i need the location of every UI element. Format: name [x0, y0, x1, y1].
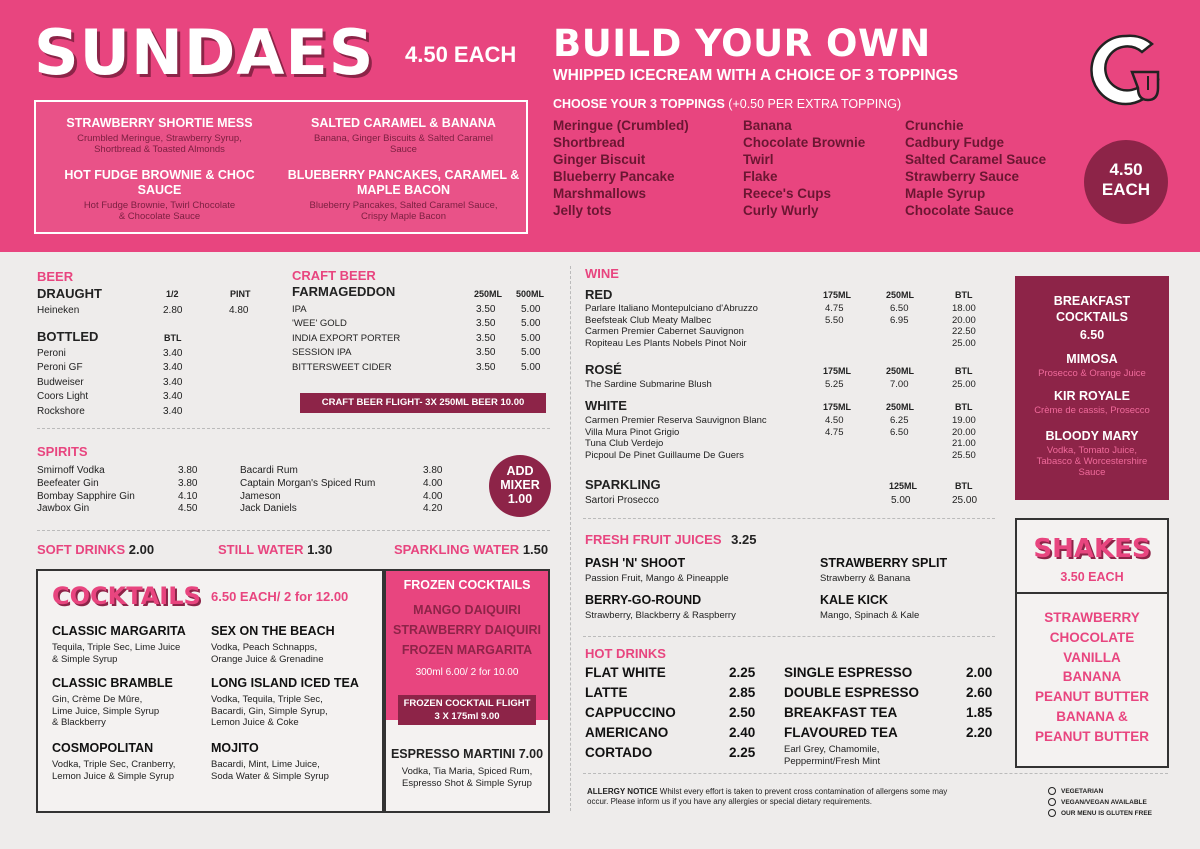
- breakfast-item-name: MIMOSA: [1066, 352, 1118, 366]
- mixer-line-2: MIXER: [500, 478, 540, 492]
- spirit-price: 4.00: [423, 490, 443, 502]
- allergy-label: ALLERGY NOTICE: [587, 787, 658, 796]
- add-mixer-badge: [489, 455, 551, 517]
- craft-name: SESSION IPA: [292, 347, 352, 359]
- sparkling-btl-price: 25.00: [952, 495, 978, 506]
- breakfast-title-1: BREAKFAST: [1053, 294, 1131, 308]
- cocktail-name: COSMOPOLITAN: [52, 741, 154, 755]
- craft-500-heading: 500ML: [516, 289, 545, 299]
- topping-item: Curly Wurly: [743, 203, 819, 218]
- rose-btl: BTL: [955, 366, 973, 376]
- topping-item: Maple Syrup: [905, 186, 986, 201]
- gluten-free-label: OUR MENU IS GLUTEN FREE: [1061, 810, 1153, 817]
- draught-heading: DRAUGHT: [37, 286, 102, 301]
- wine-btl-price: 25.50: [952, 449, 976, 461]
- white-175: 175ML: [823, 402, 852, 412]
- topping-item: Shortbread: [553, 135, 626, 150]
- vegetarian-label: VEGETARIAN: [1061, 788, 1104, 795]
- bottled-name: Rockshore: [37, 405, 85, 417]
- mixer-price: 1.00: [507, 492, 533, 506]
- flavoured-tea-desc: [784, 744, 880, 767]
- wine-name: The Sardine Submarine Blush: [585, 379, 712, 390]
- cocktail-desc: Soda Water & Simple Syrup: [211, 770, 329, 782]
- bottled-price: 3.40: [163, 391, 183, 403]
- spirit-name: Bacardi Rum: [240, 465, 298, 476]
- cocktail-name: SEX ON THE BEACH: [211, 624, 335, 638]
- spirit-price: 3.80: [178, 465, 198, 476]
- wine-name: Tuna Club Verdejo: [585, 438, 664, 449]
- frozen-item: FROZEN MARGARITA: [401, 643, 533, 657]
- byo-badge-each: EACH: [1101, 180, 1151, 199]
- sundae-item: [42, 168, 277, 222]
- spirits-title: SPIRITS: [37, 444, 88, 459]
- juice-desc: Strawberry & Banana: [820, 573, 911, 584]
- juices-heading: [585, 532, 756, 547]
- craft-name: 'WEE' GOLD: [292, 318, 347, 330]
- byo-extra: (+0.50 PER EXTRA TOPPING): [728, 97, 902, 111]
- topping-item: Salted Caramel Sauce: [905, 152, 1047, 167]
- craft-500-price: 5.00: [521, 347, 541, 359]
- spirit-name: Bombay Sapphire Gin: [37, 490, 135, 502]
- breakfast-item-desc: Vodka, Tomato Juice,: [1046, 445, 1138, 456]
- cocktail-desc: Vodka, Triple Sec, Cranberry,: [52, 759, 176, 770]
- dietary-key-item: [1048, 786, 1152, 797]
- topping-item: Chocolate Brownie: [743, 135, 866, 150]
- sundae-item: [286, 168, 521, 222]
- hot-drink-name: CORTADO: [585, 745, 653, 760]
- wine-btl-price: 20.00: [952, 426, 976, 438]
- spirit-price: 4.20: [423, 503, 443, 515]
- sundae-name: STRAWBERRY SHORTIE MESS: [66, 116, 253, 130]
- topping-item: Ginger Biscuit: [553, 152, 646, 167]
- topping-item: Crunchie: [905, 118, 964, 133]
- still-water: [218, 542, 332, 557]
- btl-heading: BTL: [164, 333, 182, 343]
- hot-drink-name: SINGLE ESPRESSO: [784, 665, 913, 680]
- soft-drinks-price: 2.00: [128, 542, 155, 557]
- cocktail-desc: Lime Juice, Simple Syrup: [52, 705, 160, 717]
- allergy-text-2: occur. Please inform us if you have any allergies or special dietary requirements.: [587, 797, 873, 806]
- bottled-name: Budweiser: [37, 376, 84, 388]
- topping-item: Reece's Cups: [743, 186, 832, 201]
- topping-item: Strawberry Sauce: [905, 169, 1020, 184]
- topping-item: Cadbury Fudge: [905, 135, 1005, 150]
- topping-item: Banana: [743, 118, 792, 133]
- sparkling-water: [394, 542, 548, 557]
- bottled-heading: BOTTLED: [37, 329, 99, 344]
- sundaes-title: SUNDAES: [34, 16, 375, 89]
- wine-btl-price: 25.00: [952, 337, 976, 349]
- shakes-box: [1015, 518, 1169, 768]
- shake-item: PEANUT BUTTER: [1035, 728, 1149, 744]
- white-250: 250ML: [886, 402, 915, 412]
- wine-250-price: 7.00: [890, 379, 909, 390]
- wine-250-price: 6.25: [890, 415, 909, 426]
- wine-name: Parlare Italiano Montepulciano d'Abruzzo: [585, 303, 758, 314]
- hot-drink-price: 2.00: [966, 665, 993, 680]
- wine-175-price: 4.75: [825, 303, 844, 314]
- spirit-price: 3.80: [423, 465, 443, 476]
- frozen-flight-1: FROZEN COCKTAIL FLIGHT: [403, 698, 531, 709]
- divider: [583, 773, 1168, 774]
- spirit-name: Jack Daniels: [240, 503, 297, 515]
- toppings-col-2: [743, 117, 865, 219]
- juice-name: KALE KICK: [820, 593, 889, 607]
- byo-badge-price: 4.50: [1109, 160, 1143, 179]
- topping-item: Jelly tots: [553, 203, 612, 218]
- sundae-desc: Blueberry Pancakes, Salted Caramel Sauce, Crispy Maple Bacon: [309, 200, 498, 222]
- spirit-name: Beefeater Gin: [37, 477, 99, 489]
- bottled-name: Peroni GF: [37, 362, 83, 374]
- hot-drink-name: DOUBLE ESPRESSO: [784, 685, 920, 700]
- juice-name: BERRY-GO-ROUND: [585, 593, 702, 607]
- hot-drink-name: AMERICANO: [585, 725, 669, 740]
- bottled-name: Coors Light: [37, 391, 89, 403]
- draught-name: Heineken: [37, 305, 80, 316]
- shake-item: CHOCOLATE: [1049, 629, 1135, 645]
- cocktail-desc: Vodka, Tequila, Triple Sec,: [211, 694, 323, 705]
- tea-desc-line: Earl Grey, Chamomile,: [784, 744, 880, 755]
- frozen-item: STRAWBERRY DAIQUIRI: [393, 623, 541, 637]
- cocktail-desc: Lemon Juice & Simple Syrup: [52, 770, 174, 782]
- hot-drink-price: 2.50: [729, 705, 756, 720]
- breakfast-item-desc: Prosecco & Orange Juice: [1038, 368, 1146, 379]
- allergy-text-1: Whilst every effort is taken to prevent cross contamination of allergens some may: [659, 787, 948, 796]
- wine-175-price: 5.25: [825, 379, 844, 390]
- cocktail-desc: Bacardi, Gin, Simple Syrup,: [211, 705, 328, 717]
- shake-item: PEANUT BUTTER: [1035, 689, 1149, 705]
- pint-heading: PINT: [230, 289, 251, 299]
- wine-btl-price: 20.00: [952, 314, 976, 326]
- cocktail-name: MOJITO: [211, 741, 259, 755]
- hot-drink-name: BREAKFAST TEA: [784, 705, 898, 720]
- brand-logo-icon: [1086, 30, 1166, 110]
- beer-title: BEER: [37, 269, 74, 284]
- craft-flight-banner: CRAFT BEER FLIGHT- 3X 250ML BEER 10.00: [300, 393, 546, 413]
- spirit-name: Smirnoff Vodka: [37, 465, 105, 476]
- half-heading: 1/2: [166, 289, 179, 299]
- gluten-free-icon: [1048, 809, 1056, 817]
- sundae-item: [42, 116, 277, 155]
- topping-item: Chocolate Sauce: [905, 203, 1014, 218]
- red-heading: RED: [585, 287, 613, 302]
- breakfast-price: 6.50: [1079, 328, 1105, 342]
- byo-price-badge: [1084, 140, 1168, 224]
- bottled-price: 3.40: [163, 362, 183, 374]
- spirit-name: Jawbox Gin: [37, 503, 90, 515]
- espresso-martini-name: ESPRESSO MARTINI 7.00: [390, 747, 544, 761]
- divider: [583, 636, 995, 637]
- sparkling-125-price: 5.00: [891, 495, 911, 506]
- sundae-name: SALTED CARAMEL & BANANA: [311, 116, 496, 130]
- craft-500-price: 5.00: [521, 304, 541, 315]
- byo-title: BUILD YOUR OWN: [553, 22, 931, 65]
- byo-subtitle: WHIPPED ICECREAM WITH A CHOICE OF 3 TOPPINGS: [553, 67, 959, 84]
- column-divider: [570, 266, 571, 811]
- topping-item: Blueberry Pancake: [553, 169, 675, 184]
- mixer-line-1: ADD: [506, 464, 534, 478]
- draught-pint: 4.80: [229, 305, 249, 316]
- breakfast-cocktails-panel: [1015, 276, 1169, 500]
- cocktails-price: 6.50 EACH/ 2 for 12.00: [211, 589, 349, 604]
- wine-name: Ropiteau Les Plants Nobels Pinot Noir: [585, 337, 747, 349]
- juice-desc: Mango, Spinach & Kale: [820, 610, 920, 621]
- craft-500-price: 5.00: [521, 318, 541, 330]
- topping-item: Marshmallows: [553, 186, 647, 201]
- byo-choose-label: CHOOSE YOUR 3 TOPPINGS: [553, 97, 725, 111]
- sundaes-box: [34, 100, 528, 234]
- wine-btl-price: 22.50: [952, 326, 976, 337]
- craft-250-price: 3.50: [476, 332, 496, 344]
- craft-name: INDIA EXPORT PORTER: [292, 332, 401, 344]
- red-250: 250ML: [886, 290, 915, 300]
- shake-item: BANANA: [1062, 669, 1122, 685]
- cocktail-desc: Tequila, Triple Sec, Lime Juice: [52, 642, 181, 653]
- frozen-title: FROZEN COCKTAILS: [403, 578, 531, 592]
- cocktail-name: CLASSIC MARGARITA: [52, 624, 186, 638]
- sundae-desc: Banana, Ginger Biscuits & Salted Caramel Sauce: [313, 133, 493, 155]
- wine-btl-price: 25.00: [952, 379, 976, 390]
- hot-drink-price: 2.25: [729, 745, 756, 760]
- vegetarian-icon: [1048, 787, 1056, 795]
- spirit-name: Captain Morgan's Spiced Rum: [240, 477, 376, 489]
- wine-250-price: 6.50: [890, 426, 909, 438]
- dietary-key: [1048, 786, 1152, 819]
- cocktails-title: COCKTAILS: [52, 582, 201, 610]
- hot-drink-price: 2.25: [729, 665, 756, 680]
- rose-175: 175ML: [823, 366, 852, 376]
- bottled-name: Peroni: [37, 348, 66, 359]
- spirit-name: Jameson: [240, 490, 281, 502]
- shakes-title: SHAKES: [1033, 534, 1151, 564]
- bottled-price: 3.40: [163, 376, 183, 388]
- wine-250-price: 6.95: [890, 314, 909, 326]
- breakfast-item-name: BLOODY MARY: [1045, 429, 1139, 443]
- sundae-name: BLUEBERRY PANCAKES, CARAMEL & MAPLE BACON: [287, 168, 520, 197]
- juice-name: STRAWBERRY SPLIT: [820, 556, 948, 570]
- toppings-col-1: [553, 117, 689, 219]
- cocktail-desc: & Simple Syrup: [52, 653, 118, 665]
- hot-drink-name: LATTE: [585, 685, 628, 700]
- craft-500-price: 5.00: [521, 332, 541, 344]
- craft-500-price: 5.00: [521, 361, 541, 373]
- hot-drink-price: 1.85: [966, 705, 993, 720]
- cocktail-desc: Gin, Crème De Mûre,: [52, 694, 143, 705]
- frozen-flight-2: 3 X 175ml 9.00: [434, 711, 500, 722]
- sparkling-water-label: SPARKLING WATER: [394, 542, 520, 557]
- craft-250-price: 3.50: [476, 347, 496, 359]
- hot-drink-name: CAPPUCCINO: [585, 705, 676, 720]
- toppings-col-3: [905, 117, 1046, 219]
- breakfast-item-desc: Tabasco & Worcestershire: [1036, 456, 1148, 467]
- shake-item: STRAWBERRY: [1044, 610, 1140, 625]
- breakfast-item-desc: Crème de cassis, Prosecco: [1034, 405, 1150, 416]
- wine-name: Beefsteak Club Meaty Malbec: [585, 314, 712, 326]
- cocktail-desc: Orange Juice & Grenadine: [211, 653, 324, 665]
- sparkling-name: Sartori Prosecco: [585, 495, 659, 506]
- bottled-price: 3.40: [163, 348, 183, 359]
- divider: [37, 530, 550, 531]
- juices-title: FRESH FRUIT JUICES: [585, 532, 722, 547]
- hot-drink-name: FLAT WHITE: [585, 665, 666, 680]
- hot-drink-name: FLAVOURED TEA: [784, 725, 898, 740]
- sundae-name: HOT FUDGE BROWNIE & CHOC SAUCE: [64, 168, 255, 197]
- rose-250: 250ML: [886, 366, 915, 376]
- wine-175-price: 4.75: [825, 426, 844, 438]
- divider: [37, 428, 550, 429]
- wine-btl-price: 19.00: [952, 415, 976, 426]
- topping-item: Flake: [743, 169, 778, 184]
- hot-drink-price: 2.20: [966, 725, 993, 740]
- sparkling-heading: SPARKLING: [585, 477, 661, 492]
- wine-title: WINE: [585, 266, 619, 281]
- white-btl: BTL: [955, 402, 973, 412]
- sparkling-125: 125ML: [889, 481, 918, 491]
- juice-desc: Passion Fruit, Mango & Pineapple: [585, 573, 729, 584]
- vegan-label: VEGAN/VEGAN AVAILABLE: [1061, 799, 1147, 806]
- soft-drinks-label: SOFT DRINKS: [37, 542, 126, 557]
- craft-250-heading: 250ML: [474, 289, 503, 299]
- wine-175-price: 5.50: [825, 314, 844, 326]
- sundae-item: [286, 116, 521, 155]
- espresso-desc-line: Espresso Shot & Simple Syrup: [402, 777, 532, 789]
- craft-brewery: FARMAGEDDON: [292, 284, 396, 299]
- spirit-price: 4.10: [178, 490, 198, 502]
- draught-half: 2.80: [163, 305, 183, 316]
- wine-name: Carmen Premier Reserva Sauvignon Blanc: [585, 415, 767, 426]
- dietary-key-item: [1048, 797, 1152, 808]
- cocktail-desc: & Blackberry: [52, 717, 106, 728]
- juice-desc: Strawberry, Blackberry & Raspberry: [585, 610, 736, 621]
- frozen-flight-banner: [398, 695, 536, 725]
- juice-name: PASH 'N' SHOOT: [585, 556, 686, 570]
- bottled-price: 3.40: [163, 405, 183, 417]
- cocktail-desc: Vodka, Peach Schnapps,: [211, 642, 318, 653]
- byo-choose: [553, 97, 901, 111]
- frozen-price: 300ml 6.00/ 2 for 10.00: [415, 667, 519, 678]
- wine-name: Picpoul De Pinet Guillaume De Guers: [585, 449, 744, 461]
- wine-175-price: 4.50: [825, 415, 844, 426]
- sundae-desc: Hot Fudge Brownie, Twirl Chocolate & Chocolate Sauce: [83, 200, 236, 222]
- wine-btl-price: 18.00: [952, 303, 976, 314]
- spirit-price: 4.00: [423, 477, 443, 489]
- craft-title: CRAFT BEER: [292, 268, 376, 283]
- breakfast-item-desc: Sauce: [1078, 467, 1106, 478]
- spirit-price: 4.50: [178, 503, 198, 515]
- breakfast-title-2: COCKTAILS: [1056, 310, 1128, 324]
- cocktail-desc: Lemon Juice & Coke: [211, 717, 299, 728]
- craft-name: BITTERSWEET CIDER: [292, 361, 392, 373]
- red-btl: BTL: [955, 290, 973, 300]
- wine-name: Carmen Premier Cabernet Sauvignon: [585, 326, 744, 337]
- vegan-icon: [1048, 798, 1056, 806]
- rose-heading: ROSÉ: [585, 362, 622, 377]
- cocktail-name: CLASSIC BRAMBLE: [52, 676, 173, 690]
- cocktail-name: LONG ISLAND ICED TEA: [211, 676, 359, 690]
- craft-250-price: 3.50: [476, 304, 496, 315]
- divider: [583, 518, 995, 519]
- tea-desc-line: Peppermint/Fresh Mint: [784, 755, 881, 767]
- shakes-price: 3.50 EACH: [1060, 570, 1124, 584]
- hot-drink-price: 2.85: [729, 685, 756, 700]
- divider: [1017, 592, 1167, 594]
- shake-item: BANANA &: [1056, 709, 1128, 724]
- spirit-price: 3.80: [178, 477, 198, 489]
- frozen-item: MANGO DAIQUIRI: [413, 603, 521, 617]
- topping-item: Meringue (Crumbled): [553, 118, 689, 133]
- still-water-label: STILL WATER: [218, 542, 304, 557]
- hot-drinks-title: HOT DRINKS: [585, 646, 666, 661]
- allergy-notice: [587, 787, 947, 807]
- white-heading: WHITE: [585, 398, 627, 413]
- topping-item: Twirl: [743, 152, 774, 167]
- hot-drink-price: 2.60: [966, 685, 993, 700]
- shake-item: VANILLA: [1063, 649, 1121, 665]
- wine-250-price: 6.50: [890, 303, 909, 314]
- juices-price: 3.25: [731, 532, 757, 547]
- breakfast-item-name: KIR ROYALE: [1054, 389, 1130, 403]
- red-175: 175ML: [823, 290, 852, 300]
- wine-name: Villa Mura Pinot Grigio: [585, 426, 680, 438]
- still-water-price: 1.30: [307, 542, 333, 557]
- espresso-desc-line: Vodka, Tia Maria, Spiced Rum,: [401, 766, 533, 777]
- craft-250-price: 3.50: [476, 361, 496, 373]
- craft-250-price: 3.50: [476, 318, 496, 330]
- sundae-desc: Crumbled Meringue, Strawberry Syrup, Shortbread & Toasted Almonds: [77, 133, 242, 155]
- sparkling-water-price: 1.50: [522, 542, 549, 557]
- sundaes-price: 4.50 EACH: [405, 42, 517, 67]
- hot-drink-price: 2.40: [729, 725, 756, 740]
- sparkling-btl: BTL: [955, 481, 973, 491]
- craft-name: IPA: [292, 304, 307, 315]
- cocktail-desc: Bacardi, Mint, Lime Juice,: [211, 759, 320, 770]
- soft-drinks: [37, 542, 154, 557]
- espresso-martini-desc: [386, 766, 548, 789]
- dietary-key-item: [1048, 808, 1152, 819]
- wine-btl-price: 21.00: [952, 438, 976, 449]
